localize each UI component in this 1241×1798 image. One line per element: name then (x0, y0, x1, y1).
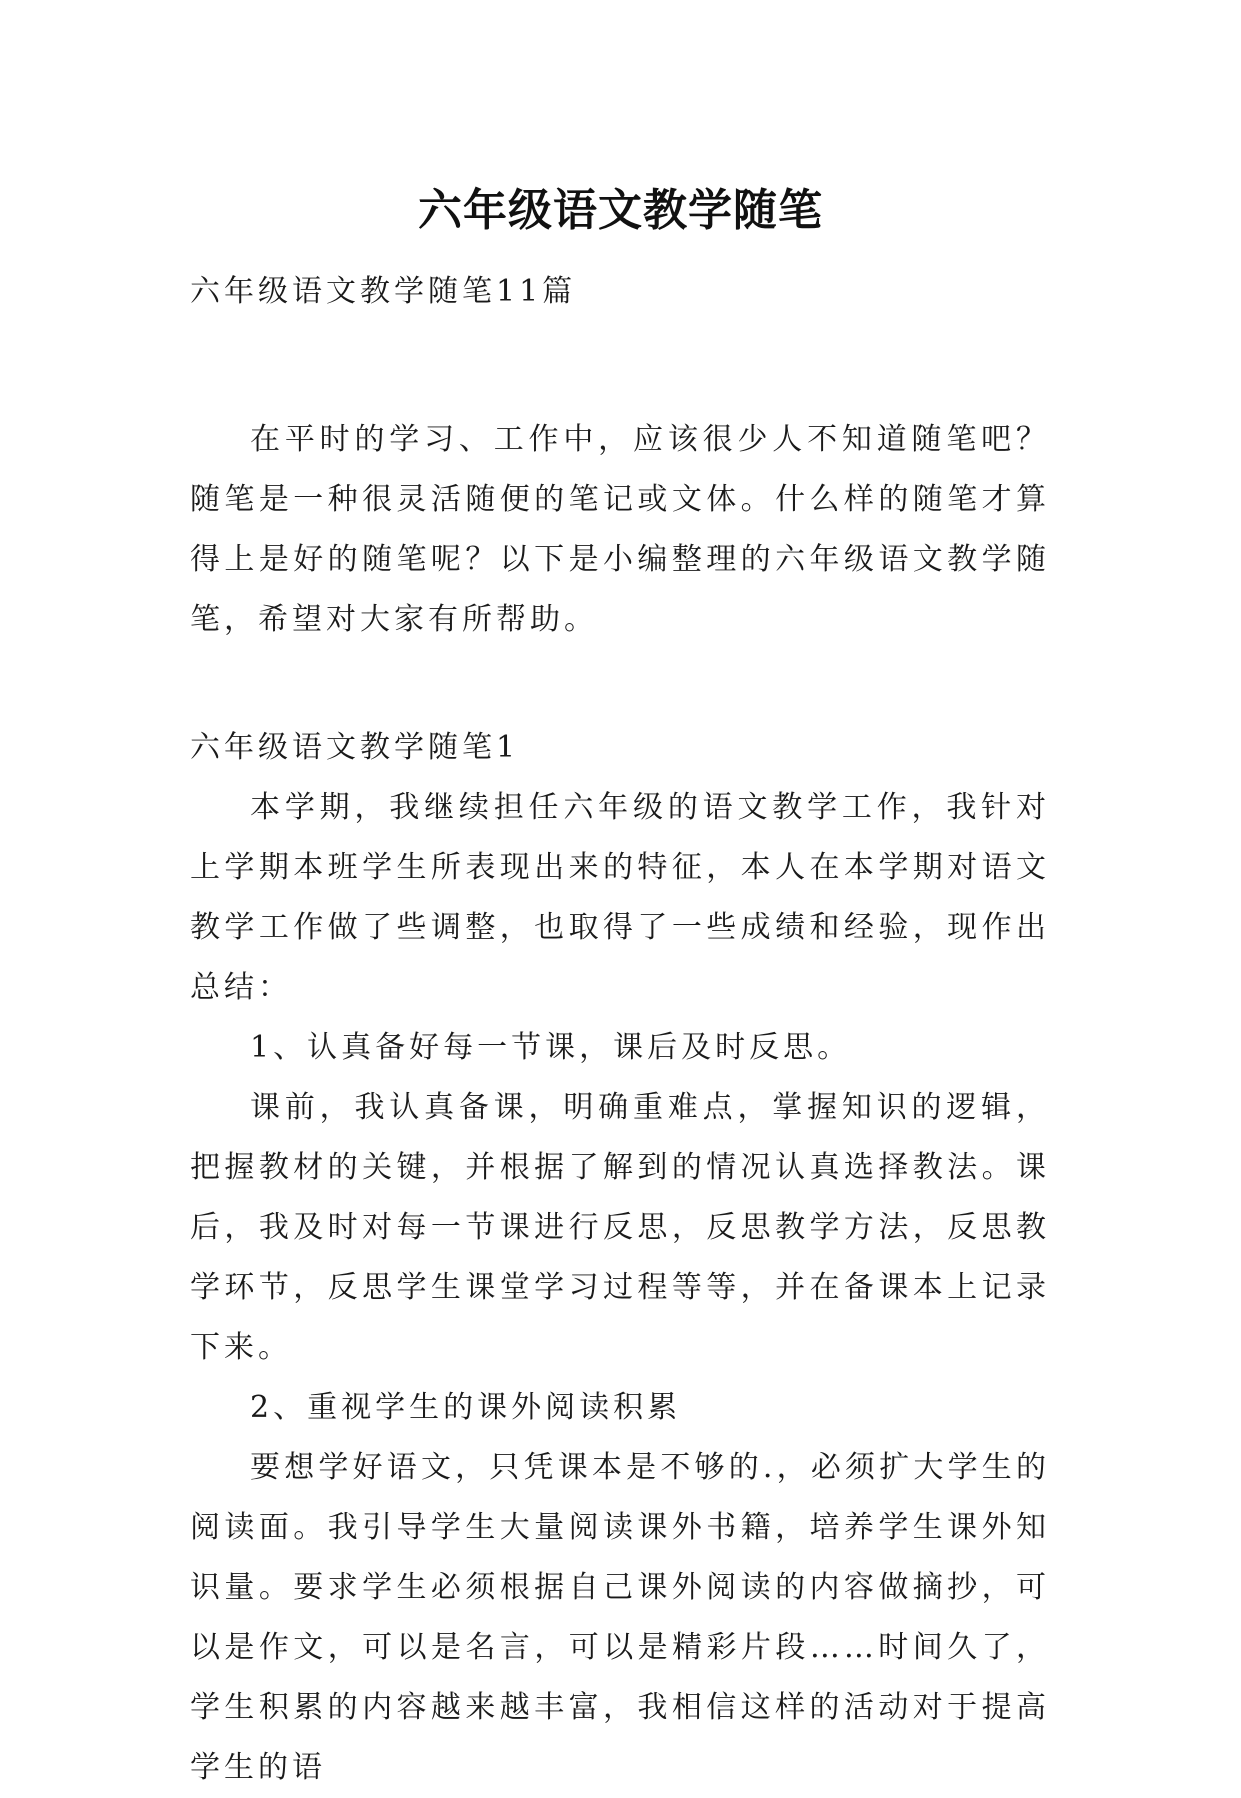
section-paragraph-1: 本学期，我继续担任六年级的语文教学工作，我针对上学期本班学生所表现出来的特征，本人在本学期对语文教学工作做了些调整，也取得了一些成绩和经验，现作出总结： (190, 790, 1050, 1005)
section-paragraph-2: 课前，我认真备课，明确重难点，掌握知识的逻辑，把握教材的关键，并根据了解到的情况认真选择教法。课后，我及时对每一节课进行反思，反思教学方法，反思教学环节，反思学生课堂学习过程等等，并在备课本上记录下来。 (190, 1090, 1050, 1365)
document-title: 六年级语文教学随笔 (418, 185, 823, 237)
document-subtitle: 六年级语文教学随笔11篇 (190, 274, 577, 309)
section-paragraph-3: 要想学好语文，只凭课本是不够的.，必须扩大学生的阅读面。我引导学生大量阅读课外书籍，培养学生课外知识量。要求学生必须根据自己课外阅读的内容做摘抄，可以是作文，可以是名言，可以是精彩片段……时间久了，学生积累的内容越来越丰富，我相信这样的活动对于提高学生的语 (190, 1450, 1050, 1785)
section-heading: 六年级语文教学随笔1 (190, 730, 520, 765)
intro-paragraph: 在平时的学习、工作中，应该很少人不知道随笔吧？随笔是一种很灵活随便的笔记或文体。什么样的随笔才算得上是好的随笔呢？以下是小编整理的六年级语文教学随笔，希望对大家有所帮助。 (190, 422, 1050, 637)
section-point-1: 1、认真备好每一节课，课后及时反思。 (250, 1030, 852, 1065)
section-point-2: 2、重视学生的课外阅读积累 (250, 1390, 682, 1425)
document-body (190, 262, 1050, 1798)
